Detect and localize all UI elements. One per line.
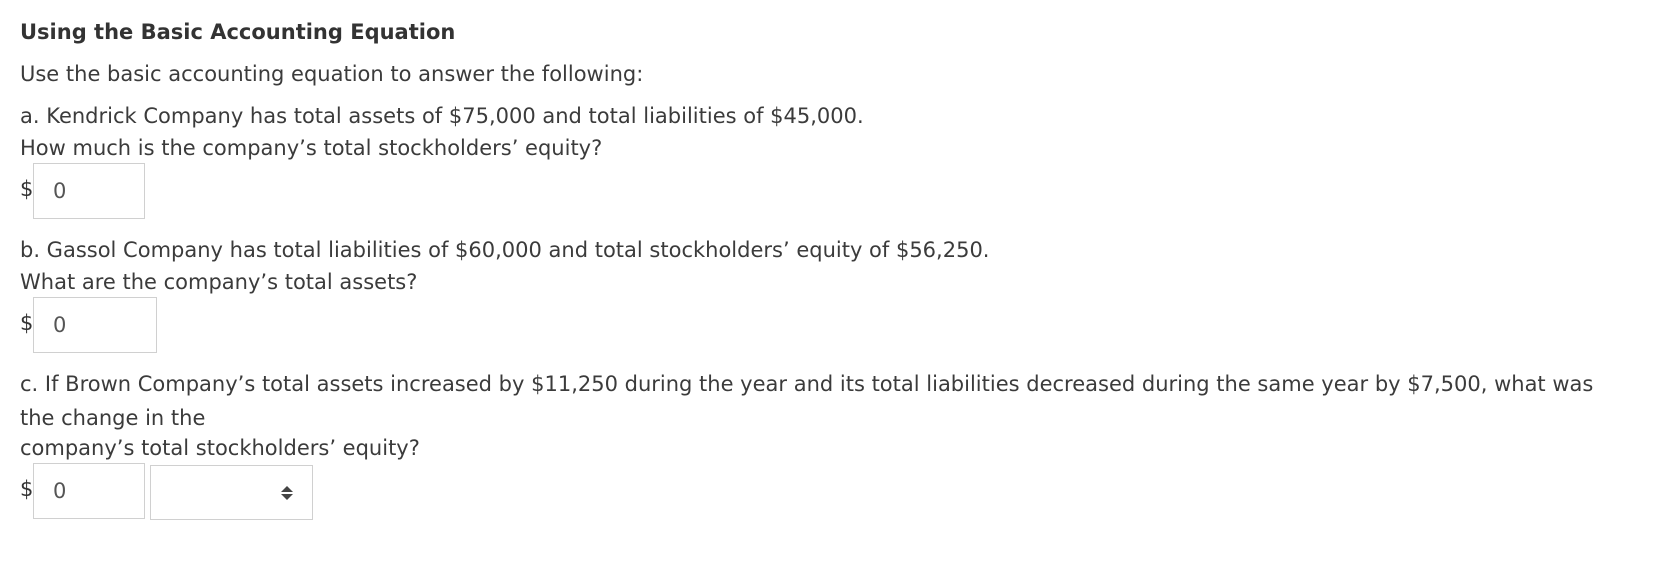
question-a-prompt: How much is the company’s total stockholders’ equity? xyxy=(20,136,603,160)
question-c-prompt: company’s total stockholders’ equity? xyxy=(20,436,420,460)
intro-text: Use the basic accounting equation to answer the following: xyxy=(20,62,644,86)
question-a-text: a. Kendrick Company has total assets of $75,000 and total liabilities of $45,000. xyxy=(20,104,864,128)
currency-symbol: $ xyxy=(20,177,34,201)
question-b-text: b. Gassol Company has total liabilities of $60,000 and total stockholders’ equity of $56,250. xyxy=(20,238,990,262)
up-down-arrows-icon xyxy=(280,484,294,502)
question-c-change-select[interactable] xyxy=(150,465,313,520)
currency-symbol: $ xyxy=(20,477,34,501)
question-c-text: c. If Brown Company’s total assets increased by $11,250 during the year and its total liabilities decreased during the same year by $7,500, what was the change in the xyxy=(20,372,1594,430)
page-title: Using the Basic Accounting Equation xyxy=(20,20,456,44)
currency-symbol: $ xyxy=(20,311,34,335)
question-c-answer-input[interactable] xyxy=(33,463,145,519)
question-b-prompt: What are the company’s total assets? xyxy=(20,270,418,294)
question-b-answer-input[interactable] xyxy=(33,297,157,353)
question-a-answer-input[interactable] xyxy=(33,163,145,219)
